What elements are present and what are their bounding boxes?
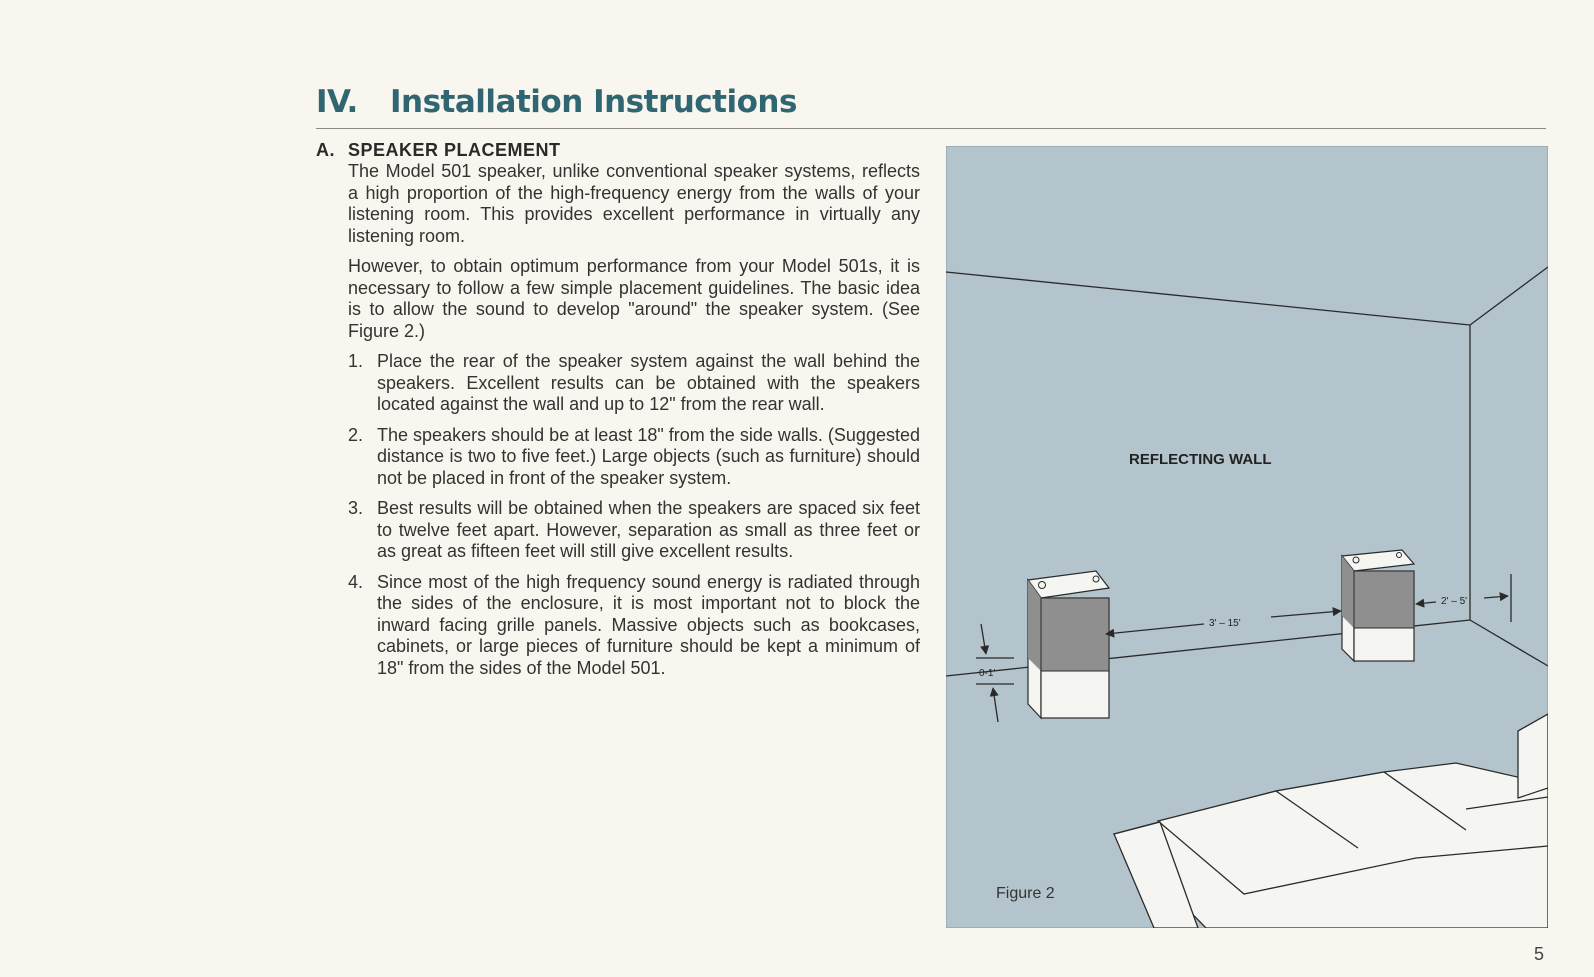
step-text: Best results will be obtained when the speakers are spaced six feet to twelve feet apart. However, separation as small as three feet or as great as fifteen feet will still give excellent results.	[377, 498, 920, 561]
subsection-letter: A.	[316, 140, 335, 160]
step-text: Place the rear of the speaker system against the wall behind the speakers. Excellent results can be obtained with the speakers located against the wall and up to 12" from the rear wall.	[377, 351, 920, 414]
step-number: 2.	[348, 424, 364, 445]
left-speaker-front-grille	[1041, 598, 1109, 671]
guidelines-paragraph: However, to obtain optimum performance from your Model 501s, it is necessary to follow a few simple placement guidelines. The basic idea is to allow the sound to develop "around" the speaker system. (See Figure 2.)	[348, 256, 920, 341]
step-number: 4.	[348, 571, 364, 592]
reflecting-wall-label: REFLECTING WALL	[1129, 451, 1272, 468]
text-column	[316, 140, 920, 688]
intro-paragraph: The Model 501 speaker, unlike conventional speaker systems, reflects a high proportion of the high-frequency energy from the walls of your listening room. This provides excellent performance in virtually any listening room.	[348, 161, 920, 246]
page-number: 5	[1534, 944, 1545, 964]
step-item	[348, 498, 920, 563]
step-text: Since most of the high frequency sound energy is radiated through the sides of the enclosure, it is most important not to block the inward facing grille panels. Massive objects such as bookcases, cabinets, or large pieces of furniture should be kept a minimum of 18" from the sides of the Model 501.	[377, 571, 920, 678]
subsection-heading	[316, 140, 920, 161]
step-number: 1.	[348, 351, 364, 371]
step-item	[348, 351, 920, 416]
section-title-text: Installation Instructions	[390, 84, 797, 120]
placement-steps	[316, 351, 920, 679]
step-item	[348, 572, 920, 680]
section-title	[316, 84, 797, 120]
figure-caption: Figure 2	[996, 885, 1055, 902]
subsection-title: SPEAKER PLACEMENT	[348, 140, 561, 160]
section-number: IV.	[316, 84, 358, 120]
right-speaker-front-grille	[1354, 571, 1414, 628]
step-text: The speakers should be at least 18" from the side walls. (Suggested distance is two to five feet.) Large objects (such as furniture) should not be placed in front of the speaker system.	[377, 424, 920, 488]
rear-distance-label: 0-1'	[979, 668, 996, 679]
spacing-label: 3' – 15'	[1209, 618, 1241, 629]
step-number: 3.	[348, 498, 364, 518]
side-distance-label: 2' – 5'	[1441, 596, 1468, 607]
title-rule	[316, 128, 1546, 129]
figure-2-room-diagram	[946, 146, 1548, 928]
step-item	[348, 425, 920, 490]
